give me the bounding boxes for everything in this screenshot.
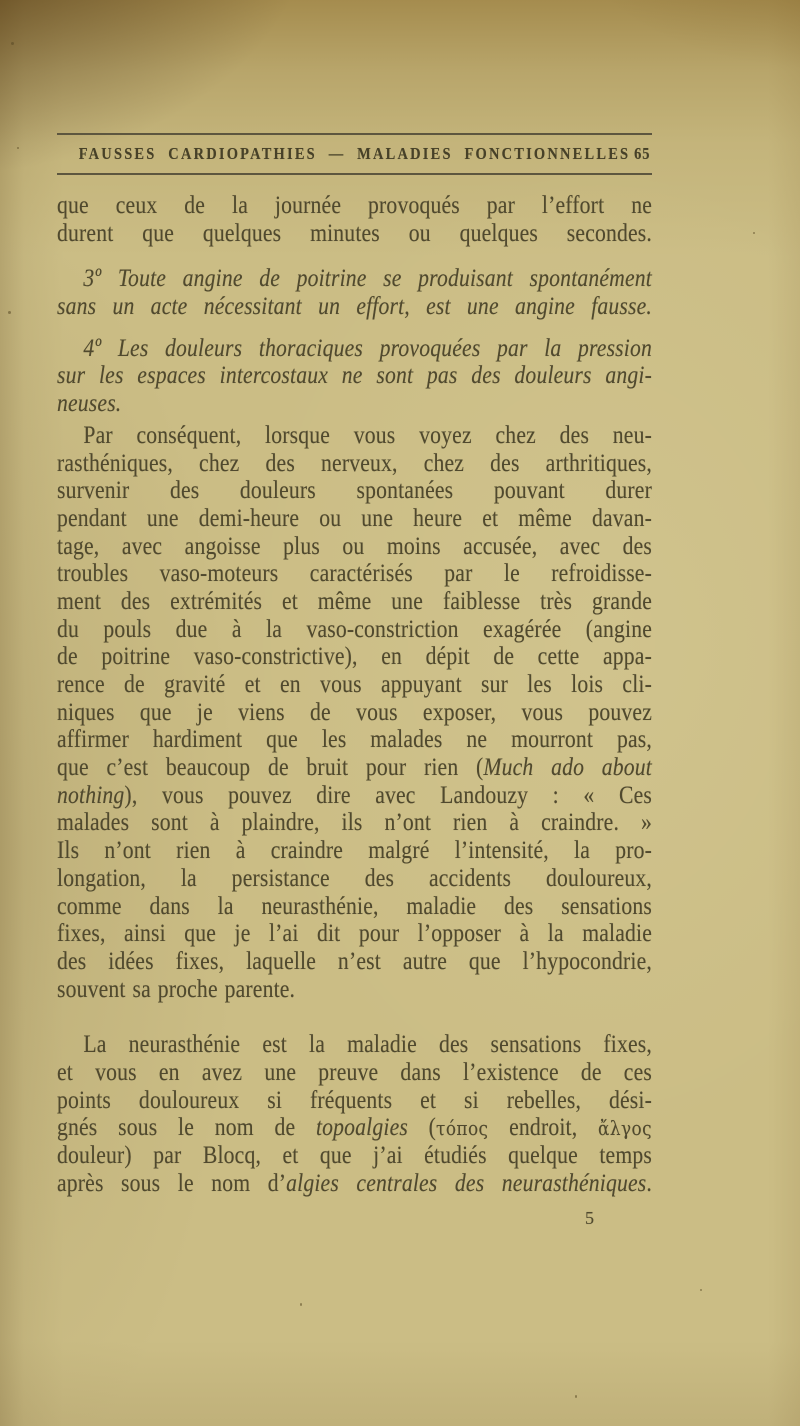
greek-word: ἄλγος [598, 1117, 652, 1141]
text-line [57, 361, 652, 389]
text-line [57, 191, 652, 219]
text-line [57, 975, 652, 1003]
text-segment: malades sont à plaindre, ils n’ont rien à craindre. » [57, 807, 652, 837]
text-line [57, 864, 652, 892]
text-segment: rence de gravité et en vous appuyant sur les lois cli- [57, 669, 652, 698]
text-segment: fixes, ainsi que je l’ai dit pour l’opposer à la maladie [57, 918, 652, 948]
body-paragraph [57, 1030, 652, 1196]
text-segment: ), vous pouvez dire avec Landouzy : « Ces [124, 779, 653, 809]
italic-segment: Much ado about [483, 752, 652, 782]
text-segment: niques que je viens de vous exposer, vous pouvez [57, 696, 652, 726]
text-segment: rasthéniques, chez des nerveux, chez des arthritiques, [57, 447, 652, 477]
text-line [57, 753, 652, 781]
text-segment: que c’est beaucoup de bruit pour rien ( [57, 752, 484, 782]
text-line [57, 919, 652, 947]
text-line [57, 559, 652, 587]
body-text [57, 191, 652, 1196]
text-line [57, 1030, 652, 1058]
text-segment: 3º Toute angine de poitrine se produisant spontanément [83, 263, 653, 293]
paper-speck [17, 147, 19, 149]
text-line [57, 698, 652, 726]
text-segment: survenir des douleurs spontanées pouvant durer [57, 475, 652, 505]
text-segment: . [646, 1167, 652, 1197]
text-segment: gnés sous le nom de [57, 1112, 316, 1142]
text-line [57, 781, 652, 809]
text-line [57, 836, 652, 864]
text-segment: tage, avec angoisse plus ou moins accusée, avec des [57, 530, 652, 560]
text-segment: Ils n’ont rien à craindre malgré l’intensité, la pro- [57, 835, 652, 865]
text-segment: comme dans la neurasthénie, maladie des sensations [57, 890, 652, 920]
body-paragraph [57, 421, 652, 1002]
italic-segment: nothing [57, 779, 125, 809]
text-segment: pendant une demi-heure ou une heure et même davan- [57, 502, 652, 532]
text-line [57, 389, 652, 417]
text-segment: ment des extrémités et même une faiblesse très grande [57, 585, 652, 615]
text-line [57, 1169, 652, 1197]
text-line [57, 615, 652, 643]
text-segment: sur les espaces intercostaux ne sont pas des douleurs angi- [57, 360, 652, 390]
text-segment: après sous le nom d’ [57, 1167, 287, 1197]
text-line [57, 334, 652, 362]
text-segment: 4º Les douleurs thoraciques provoquées par la pression [83, 332, 653, 362]
running-head [57, 133, 652, 175]
greek-word: τόπος [436, 1117, 489, 1141]
text-line [57, 642, 652, 670]
paper-speck [8, 311, 11, 314]
running-head-title: FAUSSES CARDIOPATHIES — MALADIES FONCTIONNELLES [78, 144, 631, 163]
text-segment: durent que quelques minutes ou quelques secondes. [57, 217, 652, 247]
text-line [57, 892, 652, 920]
text-line [57, 421, 652, 449]
text-segment: points douloureux si fréquents et si rebelles, dési- [57, 1084, 652, 1114]
signature-mark: 5 [585, 1208, 594, 1228]
text-line [57, 725, 652, 753]
paper-speck [11, 42, 14, 45]
text-line [57, 264, 652, 292]
text-segment: troubles vaso-moteurs caractérisés par le refroidisse- [57, 558, 652, 588]
text-line [57, 504, 652, 532]
text-segment: affirmer hardiment que les malades ne mourront pas, [57, 724, 652, 754]
text-segment: La neurasthénie est la maladie des sensations fixes, [83, 1029, 653, 1059]
text-segment: sans un acte nécessitant un effort, est une angine fausse. [57, 291, 652, 321]
italic-segment: algies centrales des neurasthéniques [286, 1167, 647, 1197]
text-segment: longation, la persistance des accidents douloureux, [57, 862, 652, 892]
text-segment: endroit, [488, 1112, 599, 1142]
paper-speck [300, 1303, 302, 1306]
text-segment: de poitrine vaso-constrictive), en dépit de cette appa- [57, 641, 652, 671]
paper-speck [575, 1395, 577, 1398]
text-line [57, 1141, 652, 1169]
body-paragraph [57, 191, 652, 246]
page-number: 65 [634, 144, 651, 163]
text-line [57, 532, 652, 560]
text-line [57, 1086, 652, 1114]
text-line [57, 476, 652, 504]
text-segment: du pouls due à la vaso-constriction exagérée (angine [57, 613, 652, 643]
running-head-inner [57, 135, 652, 173]
paper-speck [700, 1289, 702, 1291]
text-segment: neuses. [57, 388, 122, 418]
text-line [57, 449, 652, 477]
text-line [57, 587, 652, 615]
text-segment: souvent sa proche parente. [57, 973, 296, 1003]
text-segment: que ceux de la journée provoqués par l’effort ne [57, 190, 652, 219]
paper-speck [753, 232, 755, 234]
body-paragraph [57, 264, 652, 319]
text-segment: ( [407, 1112, 437, 1142]
text-segment: douleur) par Blocq, et que j’ai étudiés quelque temps [57, 1140, 652, 1169]
text-line [57, 219, 652, 247]
italic-segment: topoalgies [315, 1112, 408, 1142]
text-line [57, 292, 652, 320]
text-line [57, 1113, 652, 1141]
body-paragraph [57, 334, 652, 417]
text-segment: et vous en avez une preuve dans l’existence de ces [57, 1056, 652, 1086]
text-line [57, 1058, 652, 1086]
text-line [57, 947, 652, 975]
text-line [57, 670, 652, 698]
text-line [57, 808, 652, 836]
text-segment: des idées fixes, laquelle n’est autre que l’hypocondrie, [57, 945, 652, 975]
text-segment: Par conséquent, lorsque vous voyez chez des neu- [83, 419, 653, 449]
